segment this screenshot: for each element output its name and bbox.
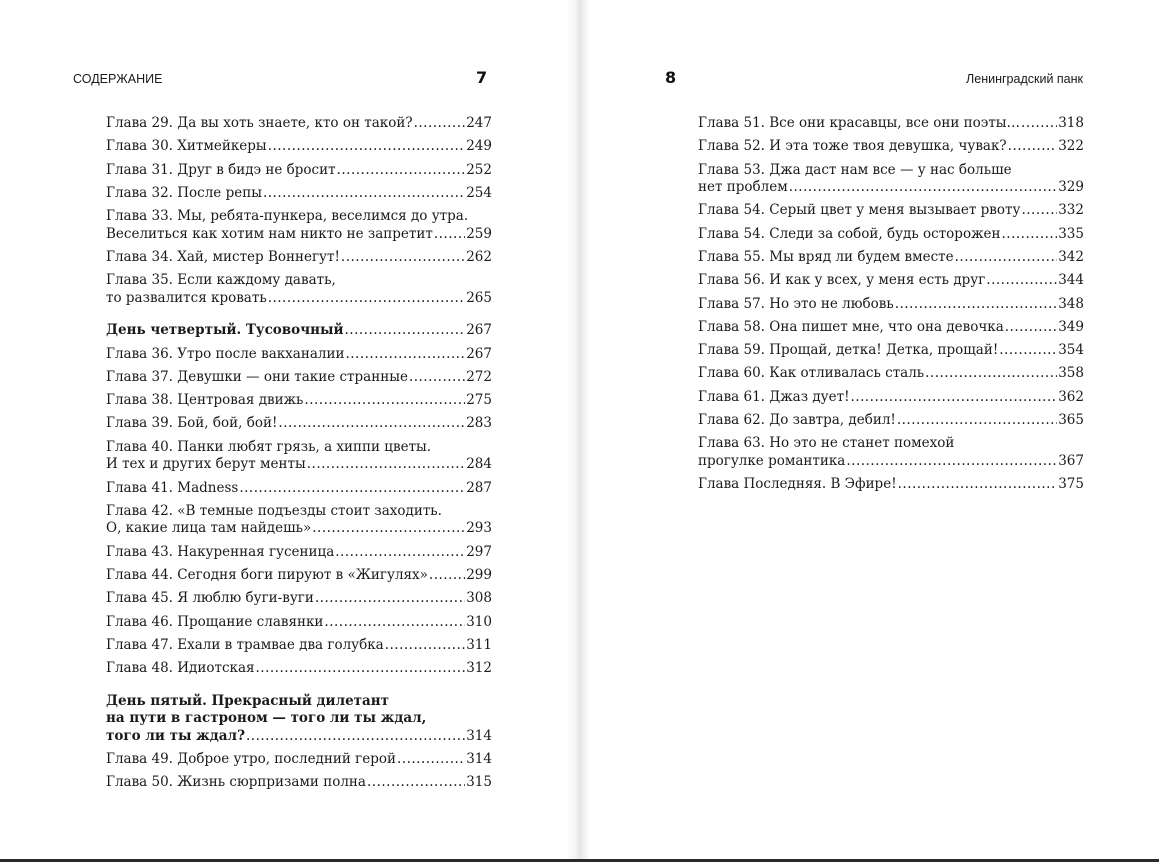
left-page: [0, 0, 578, 860]
toc-entry-title: Глава 54. Серый цвет у меня вызывает рвоту: [698, 202, 1021, 219]
toc-entry-title: Глава 60. Как отливалась сталь: [698, 365, 925, 382]
dot-leader: [986, 272, 1057, 290]
toc-entry-page: 354: [1058, 342, 1084, 359]
toc-entry-title: Глава 30. Хитмейкеры: [106, 138, 267, 155]
toc-entry: [698, 365, 1084, 383]
dot-leader: [1021, 202, 1057, 220]
toc-entry-row: [106, 185, 492, 203]
toc-section-heading: [106, 693, 492, 746]
toc-entry-title: Глава 38. Центровая движь: [106, 392, 304, 409]
toc-entry-page: 252: [466, 161, 492, 178]
toc-entry: [106, 544, 492, 562]
toc-entry-title: Глава 62. До завтра, дебил!: [698, 412, 896, 429]
toc-entry-title-line: на пути в гастроном — того ли ты ждал,: [106, 710, 427, 727]
toc-entry-row: [106, 392, 492, 410]
dot-leader: [925, 365, 1057, 383]
toc-entry-row: [106, 226, 492, 244]
dot-leader: [335, 544, 465, 562]
toc-entry: [698, 138, 1084, 156]
toc-entry-row: [106, 322, 492, 340]
dot-leader: [897, 412, 1057, 430]
toc-entry-page: 348: [1058, 295, 1084, 312]
toc-entry-page: 318: [1058, 115, 1084, 131]
toc-list: [106, 115, 492, 798]
toc-entry-title: Глава 29. Да вы хоть знаете, кто он такой?: [106, 115, 413, 131]
toc-entry-title: Глава 44. Сегодня боги пируют в «Жигулях»: [106, 566, 428, 583]
toc-entry: [106, 439, 492, 474]
toc-entry-page: 362: [1058, 388, 1084, 405]
toc-entry-row: [106, 774, 492, 792]
toc-entry-row: [698, 476, 1084, 494]
dot-leader: [345, 346, 465, 364]
toc-entry-row: [698, 342, 1084, 360]
dot-leader: [263, 185, 465, 203]
dot-leader: [239, 480, 465, 498]
toc-entry-title: И тех и других берут менты: [106, 456, 306, 473]
dot-leader: [345, 322, 466, 340]
toc-entry-title: Глава 57. Но это не любовь: [698, 295, 894, 312]
toc-entry-page: 358: [1058, 365, 1084, 382]
toc-entry-title: Глава 50. Жизнь сюрпризами полна: [106, 774, 366, 791]
toc-entry-title-line: Глава 35. Если каждому давать,: [106, 272, 336, 289]
toc-entry-page: 335: [1058, 225, 1084, 242]
dot-leader: [246, 728, 465, 746]
dot-leader: [1001, 226, 1057, 244]
dot-leader: [367, 774, 465, 792]
dot-leader: [278, 415, 465, 433]
toc-entry: [698, 412, 1084, 430]
toc-entry-title: Глава 59. Прощай, детка! Детка, прощай!: [698, 342, 999, 359]
toc-entry-title-line: Глава 63. Но это не станет помехой: [698, 435, 955, 452]
toc-entry-row: [106, 520, 492, 538]
page-number: 7: [476, 68, 488, 87]
toc-entry-page: 349: [1058, 318, 1084, 335]
toc-entry-row: [698, 389, 1084, 407]
toc-entry-page: 283: [466, 415, 492, 432]
dot-leader: [341, 249, 465, 267]
toc-entry-page: 332: [1058, 202, 1084, 219]
toc-entry: [106, 567, 492, 585]
toc-entry-page: 272: [466, 368, 492, 385]
toc-entry-title: День четвертый. Тусовочный: [106, 322, 344, 339]
toc-entry-row: [106, 249, 492, 267]
toc-entry-page: 247: [466, 115, 492, 131]
toc-entry: [106, 392, 492, 410]
toc-entry-title: Глава 46. Прощание славянки: [106, 613, 324, 630]
toc-entry-row: [106, 614, 492, 632]
toc-section-heading: [106, 322, 492, 340]
toc-entry-page: 311: [466, 636, 492, 653]
toc-entry-title: Глава 39. Бой, бой, бой!: [106, 415, 278, 432]
dot-leader: [414, 115, 466, 133]
toc-entry: [106, 369, 492, 387]
dot-leader: [429, 567, 465, 585]
toc-entry-page: 259: [466, 225, 492, 242]
toc-entry: [106, 138, 492, 156]
toc-entry-row: [698, 319, 1084, 337]
toc-entry-title: Глава 34. Хай, мистер Воннегут!: [106, 248, 340, 265]
toc-entry-page: 293: [466, 520, 492, 537]
toc-entry-page: 322: [1058, 138, 1084, 155]
dot-leader: [409, 369, 465, 387]
toc-entry-row: [106, 346, 492, 364]
dot-leader: [955, 249, 1058, 267]
toc-entry-row: [698, 138, 1084, 156]
dot-leader: [385, 637, 466, 655]
toc-entry-title: Глава 43. Накуренная гусеница: [106, 543, 335, 560]
toc-entry: [698, 249, 1084, 267]
running-head: СОДЕРЖАНИЕ: [73, 72, 163, 86]
toc-entry-page: 308: [466, 590, 492, 607]
toc-entry: [698, 435, 1084, 470]
toc-entry-row: [698, 412, 1084, 430]
dot-leader: [337, 162, 466, 180]
toc-entry-row: [106, 590, 492, 608]
toc-entry-title: Глава 55. Мы вряд ли будем вместе: [698, 248, 954, 265]
running-head: Ленинградский панк: [966, 72, 1083, 86]
toc-entry-page: 375: [1058, 476, 1084, 493]
toc-entry-page: 284: [466, 456, 492, 473]
toc-entry-page: 329: [1058, 179, 1084, 196]
toc-entry-row: [106, 660, 492, 678]
toc-entry-title: Глава 49. Доброе утро, последний герой: [106, 750, 396, 767]
toc-entry-page: 312: [466, 660, 492, 677]
toc-entry-title: Глава 51. Все они красавцы, все они поэты…: [698, 115, 1021, 131]
toc-entry: [106, 346, 492, 364]
dot-leader: [268, 138, 466, 156]
toc-entry-row: [106, 544, 492, 562]
toc-entry: [106, 637, 492, 655]
toc-entry-title-line: Глава 53. Джа даст нам все — у нас больше: [698, 161, 1012, 178]
toc-entry: [106, 590, 492, 608]
toc-entry-page: 365: [1058, 412, 1084, 429]
toc-entry-row: [106, 637, 492, 655]
toc-entry-page: 344: [1058, 272, 1084, 289]
toc-entry: [106, 208, 492, 243]
toc-entry: [106, 480, 492, 498]
toc-entry-row: [698, 115, 1084, 133]
dot-leader: [898, 476, 1058, 494]
toc-entry-page: 297: [466, 543, 492, 560]
toc-entry-row: [106, 751, 492, 769]
toc-entry-title: Глава 58. Она пишет мне, что она девочка: [698, 318, 1004, 335]
toc-entry-row: [106, 415, 492, 433]
toc-entry-row: [698, 202, 1084, 220]
book-spine-shadow: [566, 0, 590, 860]
toc-entry-page: 249: [466, 138, 492, 155]
toc-entry-page: 310: [466, 613, 492, 630]
dot-leader: [1005, 319, 1057, 337]
toc-entry-page: 265: [466, 289, 492, 306]
toc-entry: [698, 319, 1084, 337]
toc-entry: [106, 503, 492, 538]
toc-entry-title: того ли ты ждал?: [106, 727, 245, 744]
toc-entry-row: [698, 453, 1084, 471]
toc-entry-row: [106, 138, 492, 156]
toc-entry-title: Глава 47. Ехали в трамвае два голубка: [106, 636, 384, 653]
toc-entry: [698, 202, 1084, 220]
dot-leader: [434, 226, 465, 244]
page-number: 8: [665, 68, 677, 87]
dot-leader: [268, 290, 466, 308]
dot-leader: [304, 392, 465, 410]
toc-entry: [106, 751, 492, 769]
toc-entry: [106, 185, 492, 203]
dot-leader: [851, 389, 1058, 407]
toc-entry-title: Глава 48. Идиотская: [106, 660, 255, 677]
toc-entry-row: [698, 365, 1084, 383]
toc-entry-title: Глава 36. Утро после вакханалии: [106, 345, 345, 362]
toc-entry-title-line: Глава 33. Мы, ребята-пункера, веселимся до утра.: [106, 208, 469, 225]
toc-entry-title: то развалится кровать: [106, 289, 267, 306]
toc-entry-title: Глава 56. И как у всех, у меня есть друг: [698, 272, 986, 289]
toc-entry: [106, 272, 492, 307]
toc-list: [698, 115, 1084, 499]
toc-entry-row: [106, 369, 492, 387]
toc-entry-title: О, какие лица там найдешь»: [106, 520, 312, 537]
toc-entry-title: Глава Последняя. В Эфире!: [698, 476, 897, 493]
toc-entry-page: 314: [466, 727, 492, 744]
toc-entry-title: Веселиться как хотим нам никто не запретит: [106, 225, 433, 242]
dot-leader: [315, 590, 465, 608]
toc-entry-row: [106, 115, 492, 133]
toc-entry-title: Глава 41. Madness: [106, 479, 239, 496]
toc-entry-title: прогулке романтика: [698, 452, 846, 469]
toc-entry-title: Глава 32. После репы: [106, 184, 262, 201]
toc-entry-page: 287: [466, 479, 492, 496]
dot-leader: [846, 453, 1057, 471]
toc-entry-page: 267: [466, 322, 492, 339]
toc-entry: [106, 115, 492, 133]
toc-entry: [106, 660, 492, 678]
toc-entry-page: 275: [466, 392, 492, 409]
dot-leader: [312, 520, 465, 538]
toc-entry: [698, 296, 1084, 314]
toc-entry-title: Глава 37. Девушки — они такие странные: [106, 368, 408, 385]
toc-entry-title: Глава 45. Я люблю буги-вуги: [106, 590, 314, 607]
toc-entry: [106, 249, 492, 267]
dot-leader: [324, 614, 465, 632]
toc-entry: [106, 614, 492, 632]
toc-entry-page: 254: [466, 184, 492, 201]
dot-leader: [307, 456, 465, 474]
toc-entry-row: [698, 226, 1084, 244]
dot-leader: [789, 179, 1058, 197]
toc-entry-title: нет проблем: [698, 179, 788, 196]
toc-entry: [698, 342, 1084, 360]
toc-entry-title-line: Глава 40. Панки любят грязь, а хиппи цветы.: [106, 438, 432, 455]
toc-entry: [106, 774, 492, 792]
toc-entry-row: [106, 290, 492, 308]
toc-entry-page: 342: [1058, 248, 1084, 265]
toc-entry-row: [106, 162, 492, 180]
toc-entry-page: 315: [466, 774, 492, 791]
toc-entry: [698, 476, 1084, 494]
dot-leader: [1008, 138, 1058, 156]
toc-entry: [698, 272, 1084, 290]
toc-entry-page: 367: [1058, 452, 1084, 469]
toc-entry-title: Глава 31. Друг в бидэ не бросит: [106, 161, 336, 178]
dot-leader: [397, 751, 465, 769]
toc-entry-row: [106, 480, 492, 498]
toc-entry-title-line: День пятый. Прекрасный дилетант: [106, 692, 390, 709]
toc-entry-page: 314: [466, 750, 492, 767]
toc-entry: [106, 415, 492, 433]
toc-entry: [106, 162, 492, 180]
toc-entry-page: 299: [466, 566, 492, 583]
toc-entry-page: 267: [466, 345, 492, 362]
toc-entry: [698, 389, 1084, 407]
dot-leader: [256, 660, 466, 678]
toc-entry-title: Глава 52. И эта тоже твоя девушка, чувак?: [698, 138, 1007, 155]
dot-leader: [895, 296, 1058, 314]
dot-leader: [999, 342, 1057, 360]
toc-entry-row: [106, 456, 492, 474]
toc-entry-row: [106, 567, 492, 585]
toc-entry-row: [698, 249, 1084, 267]
toc-entry-title-line: Глава 42. «В темные подъезды стоит заходить.: [106, 502, 442, 519]
toc-entry-row: [698, 272, 1084, 290]
toc-entry-row: [698, 296, 1084, 314]
toc-entry-title: Глава 61. Джаз дует!: [698, 388, 850, 405]
toc-entry: [698, 162, 1084, 197]
toc-entry: [698, 115, 1084, 133]
toc-entry-row: [698, 179, 1084, 197]
toc-entry: [698, 226, 1084, 244]
toc-entry-title: Глава 54. Следи за собой, будь осторожен: [698, 225, 1001, 242]
toc-entry-page: 262: [466, 248, 492, 265]
dot-leader: [1021, 115, 1057, 133]
toc-entry-row: [106, 728, 492, 746]
